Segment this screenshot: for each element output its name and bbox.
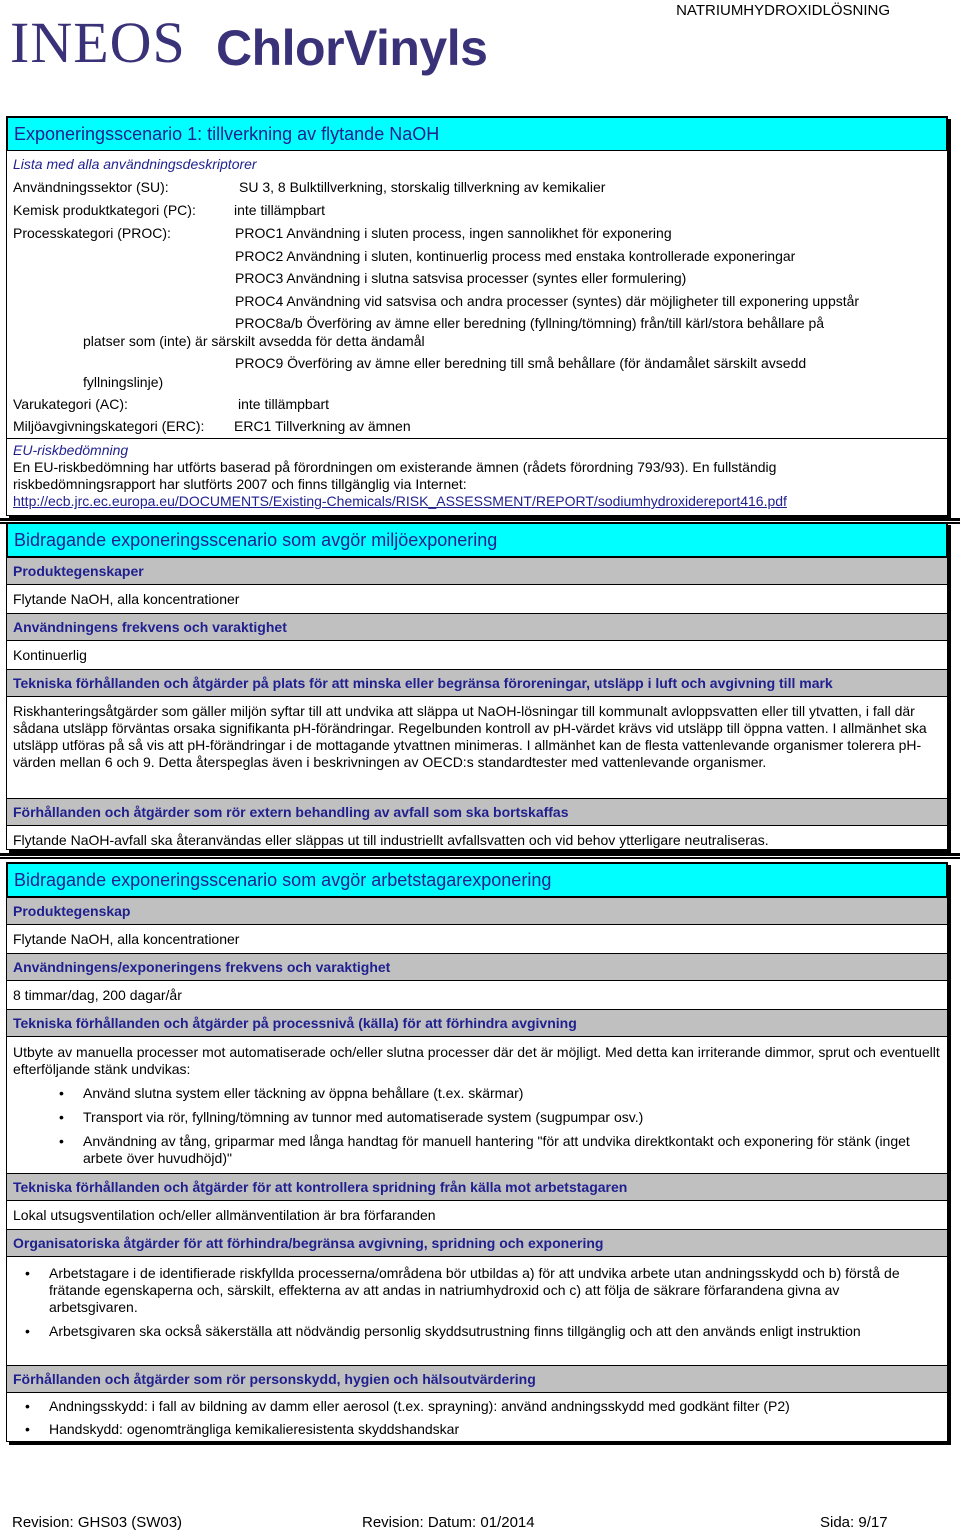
list-item-text: Arbetsgivaren ska också säkerställa att nödvändig personlig skyddsutrustning finns tillgänglig och att den används enligt instruktion xyxy=(49,1323,861,1339)
proc3: PROC3 Användning i slutna satsvisa processer (syntes eller formulering) xyxy=(235,270,687,286)
list-item-text: Arbetstagare i de identifierade riskfyllda processerna/områdena bör utbildas a) för att undvika arbete utan andningsskydd och b) förstå de frätande egenskaperna och, särskilt, effekterna av att andas in natriumhydroxid och c) att följa de säkrare förfarandena givna av arbetsgivaren. xyxy=(49,1265,900,1315)
worker-heading-frequency: Användningens/exponeringens frekvens och varaktighet xyxy=(7,953,947,981)
eu-divider xyxy=(7,438,947,439)
worker-text-product: Flytande NaOH, alla koncentrationer xyxy=(13,931,240,947)
worker-organisational-list xyxy=(7,1265,947,1340)
worker-text-frequency: 8 timmar/dag, 200 dagar/år xyxy=(13,987,182,1003)
worker-protection-block xyxy=(7,1395,947,1441)
proc2: PROC2 Användning i sluten, kontinuerlig process med enstaka kontrollerade exponeringar xyxy=(235,248,796,264)
eu-text-line2: riskbedömningsrapport har slutförts 2007 och finns tillgänglig via Internet: xyxy=(13,476,467,492)
proc9-line2: fyllningslinje) xyxy=(83,374,164,390)
worker-heading-product: Produktegenskap xyxy=(7,897,947,925)
pc-label: Kemisk produktkategori (PC): xyxy=(13,202,196,218)
worker-organisational-block xyxy=(7,1259,947,1371)
worker-process-block xyxy=(7,1037,947,1175)
list-item-text: Använd slutna system eller täckning av öppna behållare (t.ex. skärmar) xyxy=(83,1085,524,1101)
eu-text-line1: En EU-riskbedömning har utförts baserad på förordningen om existerande ämnen (rådets förordning 793/93). En fullständig xyxy=(13,459,777,475)
env-text-technical: Riskhanteringsåtgärder som gäller miljön syftar till att undvika att släppa ut NaOH-lösningar till kommunalt avloppsvatten eller till ytvatten, i fall där sådana utsläpp förväntas orsaka signifikanta pH-förändringar. Regelbunden kontroll av pH-värdet krävs vid utsläpp till öppna vatten. I allmänhet ska utsläpp utföras på så vis att pH-förändringar i de mottagande ytvattnen minimeras. I allmänhet kan de flesta vattenlevande organismer tolerera pH-värden mellan 6 och 9. Detta återspeglas även i beskrivningen av OECD:s standardtester med vattenlevande organismer. xyxy=(13,703,927,770)
erc-value: ERC1 Tillverkning av ämnen xyxy=(234,418,411,434)
eu-text xyxy=(13,459,941,510)
descriptor-list-heading: Lista med alla användningsdeskriptorer xyxy=(13,156,257,172)
worker-protection-list xyxy=(7,1398,947,1438)
worker-text-process: Utbyte av manuella processer mot automatiserade och/eller slutna processer där det är möjligt. Med detta kan irriterande dimmor, sprut och eventuellt efterföljande stänk undvikas: xyxy=(13,1044,940,1077)
chlorvinyls-logo: ChlorVinyls xyxy=(216,20,488,76)
proc4: PROC4 Användning vid satsvisa och andra processer (syntes) där möjligheter till exponering uppstår xyxy=(235,293,860,309)
ac-label: Varukategori (AC): xyxy=(13,396,128,412)
worker-section xyxy=(6,862,948,1442)
proc9-line1: PROC9 Överföring av ämne eller beredning till små behållare (för ändamålet särskilt avsedd xyxy=(235,355,807,371)
proc8-line2: platser som (inte) är särskilt avsedda för detta ändamål xyxy=(83,333,425,349)
pc-value: inte tillämpbart xyxy=(234,202,326,218)
worker-heading-spread: Tekniska förhållanden och åtgärder för att kontrollera spridning från källa mot arbetstagaren xyxy=(7,1173,947,1201)
su-label: Användningssektor (SU): xyxy=(13,179,169,195)
ac-value: inte tillämpbart xyxy=(238,396,330,412)
section-divider-2 xyxy=(0,853,960,859)
worker-heading-process: Tekniska förhållanden och åtgärder på processnivå (källa) för att förhindra avgivning xyxy=(7,1009,947,1037)
scenario1-section xyxy=(6,116,948,516)
env-section xyxy=(6,522,948,850)
list-item xyxy=(7,1265,947,1316)
env-heading-technical: Tekniska förhållanden och åtgärder på plats för att minska eller begränsa föroreningar, utsläpp i luft och avgivning till mark xyxy=(7,669,947,697)
list-item xyxy=(7,1109,947,1126)
proc1: PROC1 Användning i sluten process, ingen sannolikhet för exponering xyxy=(235,225,672,241)
list-item xyxy=(7,1398,947,1415)
worker-heading-protection: Förhållanden och åtgärder som rör personskydd, hygien och hälsoutvärdering xyxy=(7,1365,947,1393)
footer-page: Sida: 9/17 xyxy=(820,1514,888,1531)
list-item xyxy=(7,1421,947,1438)
list-item-text: Andningsskydd: i fall av bildning av damm eller aerosol (t.ex. sprayning): använd andningsskydd med godkänt filter (P2) xyxy=(49,1398,790,1414)
scenario1-title: Exponeringsscenario 1: tillverkning av flytande NaOH xyxy=(7,117,947,151)
su-value: SU 3, 8 Bulktillverkning, storskalig tillverkning av kemikalier xyxy=(239,179,606,195)
worker-process-list xyxy=(7,1085,947,1167)
list-item xyxy=(7,1133,947,1167)
worker-heading-organisational: Organisatoriska åtgärder för att förhindra/begränsa avgivning, spridning och exponering xyxy=(7,1229,947,1257)
eu-heading: EU-riskbedömning xyxy=(13,442,129,458)
worker-text-spread: Lokal utsugsventilation och/eller allmänventilation är bra förfaranden xyxy=(13,1207,436,1223)
env-title: Bidragande exponeringsscenario som avgör miljöexponering xyxy=(7,523,947,557)
env-heading-frequency: Användningens frekvens och varaktighet xyxy=(7,613,947,641)
proc-label: Processkategori (PROC): xyxy=(13,225,171,241)
proc8-line1: PROC8a/b Överföring av ämne eller beredning (fyllning/tömning) från/till kärl/stora behållare på xyxy=(235,315,825,331)
env-heading-product: Produktegenskaper xyxy=(7,557,947,585)
document-title: NATRIUMHYDROXIDLÖSNING xyxy=(676,2,890,19)
list-item-text: Transport via rör, fyllning/tömning av tunnor med automatiserade system (sugpumpar osv.) xyxy=(83,1109,644,1125)
env-text-product: Flytande NaOH, alla koncentrationer xyxy=(13,591,240,607)
env-text-waste: Flytande NaOH-avfall ska återanvändas eller släppas ut till industriellt avfallsvatten och vid behov ytterligare neutraliseras. xyxy=(13,832,769,848)
erc-label: Miljöavgivningskategori (ERC): xyxy=(13,418,205,434)
footer-date: Revision: Datum: 01/2014 xyxy=(362,1514,535,1531)
env-heading-waste: Förhållanden och åtgärder som rör extern behandling av avfall som ska bortskaffas xyxy=(7,798,947,826)
ineos-logo: INEOS xyxy=(10,10,186,75)
list-item-text: Handskydd: ogenomträngliga kemikalieresistenta skyddshandskar xyxy=(49,1421,460,1437)
list-item-text: Användning av tång, griparmar med långa handtag för manuell hantering "för att undvika direktkontakt och exponering för stänk (inget arbete över huvudhöjd)" xyxy=(83,1133,910,1166)
eu-report-link[interactable]: http://ecb.jrc.ec.europa.eu/DOCUMENTS/Existing-Chemicals/RISK_ASSESSMENT/REPORT/sodiumhydroxidereport416.pdf xyxy=(13,493,787,509)
footer-revision: Revision: GHS03 (SW03) xyxy=(12,1514,183,1531)
list-item xyxy=(7,1085,947,1102)
list-item xyxy=(7,1323,947,1340)
worker-title: Bidragande exponeringsscenario som avgör arbetstagarexponering xyxy=(7,863,947,897)
env-text-frequency: Kontinuerlig xyxy=(13,647,87,663)
